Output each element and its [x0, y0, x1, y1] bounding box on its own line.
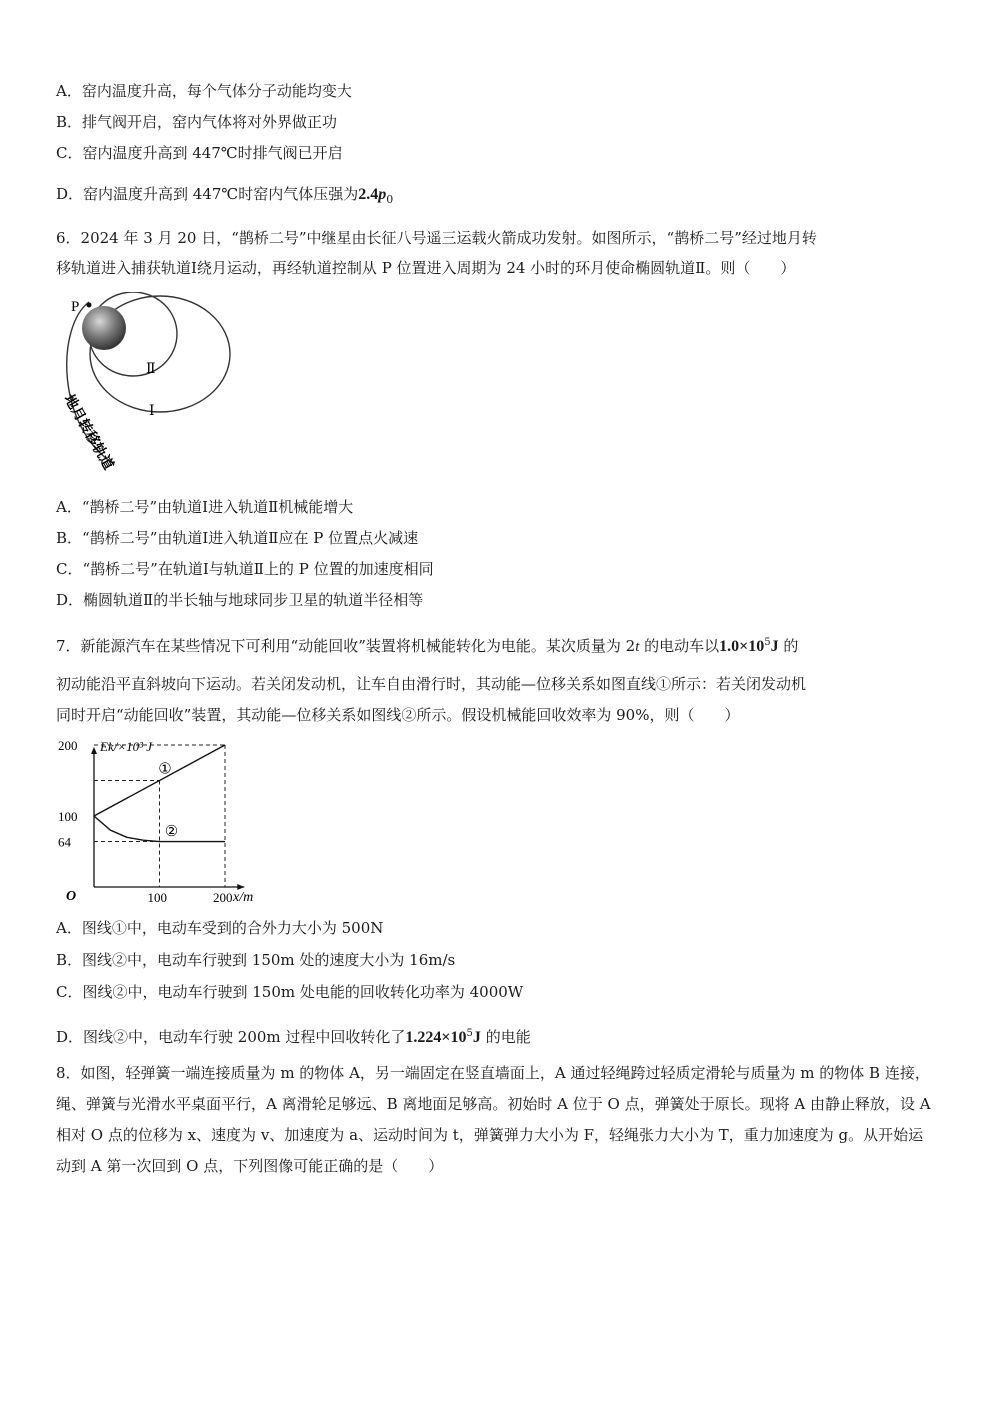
q7-energy-value: 1.0×10 [719, 638, 765, 655]
p-label: P [71, 299, 80, 315]
q7-option-d-value: 1.224×10 [405, 1029, 467, 1046]
q6-option-d: D．椭圆轨道Ⅱ的半长轴与地球同步卫星的轨道半径相等 [56, 591, 424, 609]
q6-option-a: A．“鹊桥二号”由轨道Ⅰ进入轨道Ⅱ机械能增大 [56, 498, 354, 516]
q7-ek-chart [54, 737, 294, 909]
q7-energy-exp: 5 [764, 637, 771, 648]
y-tick-label: 200 [58, 738, 78, 753]
q7-stem-line-2: 初动能沿平直斜坡向下运动。若关闭发动机，让车自由滑行时，其动能—位移关系如图直线①所示：若关闭发动机 [56, 675, 807, 693]
x-axis-label: x/m [233, 890, 254, 905]
moon [82, 306, 126, 350]
q7-option-d-tail: 的电能 [480, 1028, 531, 1046]
q7-stem-line-1 [56, 633, 798, 657]
q5-option-d-var: p [378, 186, 387, 203]
y-tick-label: 64 [58, 834, 71, 850]
q7-stem-line-3: 同时开启“动能回收”装置，其动能—位移关系如图线②所示。假设机械能回收效率为 90%，则（ ） [56, 706, 740, 724]
series-1-marker: ① [158, 761, 172, 778]
q6-option-c: C．“鹊桥二号”在轨道Ⅰ与轨道Ⅱ上的 P 位置的加速度相同 [56, 560, 434, 578]
x-tick-label: 200 [213, 890, 233, 905]
series-2-marker: ② [164, 823, 179, 840]
transfer-orbit-label: 地月转移轨道 [60, 392, 116, 473]
q6-stem-line-2: 移轨道进入捕获轨道Ⅰ绕月运动，再经轨道控制从 P 位置进入周期为 24 小时的环月使命椭圆轨道Ⅱ。则（ ） [56, 259, 796, 277]
q5-option-d [56, 184, 393, 210]
q7-energy-unit: J [770, 638, 779, 655]
q7-stem-1b: 的电动车以 [639, 637, 720, 655]
y-axis-label: Ek/×10³ J [100, 739, 153, 754]
orbit-2-label: Ⅱ [146, 362, 156, 377]
q5-option-d-value: 2.4 [358, 186, 379, 203]
q7-option-b: B．图线②中，电动车行驶到 150m 处的速度大小为 16m/s [56, 951, 456, 969]
q7-mass-unit: t [635, 639, 640, 655]
q6-orbit-figure [54, 292, 244, 492]
q5-option-d-sub: 0 [386, 193, 394, 206]
q7-option-d-text: D．图线②中，电动车行驶 200m 过程中回收转化了 [56, 1028, 406, 1046]
q7-stem-1c: 的 [778, 637, 799, 655]
x-tick-label: 100 [147, 890, 167, 905]
q7-option-d-unit: J [472, 1029, 481, 1046]
q5-option-d-text: D．窑内温度升高到 447℃时窑内气体压强为 [56, 185, 359, 203]
q5-option-c: C．窑内温度升高到 447℃时排气阀已开启 [56, 144, 343, 162]
q7-option-d-exp: 5 [466, 1028, 473, 1039]
q7-stem-1a: 7．新能源汽车在某些情况下可利用“动能回收”装置将机械能转化为电能。某次质量为 2 [56, 637, 636, 655]
q6-option-b: B．“鹊桥二号”由轨道Ⅰ进入轨道Ⅱ应在 P 位置点火减速 [56, 529, 419, 547]
orbit-1-label: Ⅰ [149, 404, 155, 419]
y-tick-label: 100 [58, 809, 78, 824]
q5-option-a: A．窑内温度升高，每个气体分子动能均变大 [56, 82, 352, 100]
q7-option-a: A．图线①中，电动车受到的合外力大小为 500N [56, 919, 384, 937]
q8-stem: 8．如图，轻弹簧一端连接质量为 m 的物体 A，另一端固定在竖直墙面上，A 通过轻绳跨过轻质定滑轮与质量为 m 的物体 B 连接，绳、弹簧与光滑水平桌面平行，A 离滑轮足够远、B 离地面足够高。初始时 A 位于 O 点，弹簧处于原长。现将 A 由静止释放，设 A 相对 O 点的位移为 x、速度为 v、加速度为 a、运动时间为 t，弹簧弹力大小为 F，轻绳张力大小为 T，重力加速度为 g。从开始运动到 A 第一次回到 O 点，下列图像可能正确的是（ ） [56, 1064, 931, 1175]
origin-label: O [66, 889, 77, 904]
q7-option-c: C．图线②中，电动车行驶到 150m 处电能的回收转化功率为 4000W [56, 983, 524, 1001]
q7-option-d [56, 1024, 531, 1048]
q5-option-b: B．排气阀开启，窑内气体将对外界做正功 [56, 113, 338, 131]
y-axis-arrow [91, 747, 97, 754]
p-point [87, 303, 92, 308]
q6-stem-line-1: 6．2024 年 3 月 20 日，“鹊桥二号”中继星由长征八号遥三运载火箭成功发射。如图所示，“鹊桥二号”经过地月转 [56, 229, 817, 247]
